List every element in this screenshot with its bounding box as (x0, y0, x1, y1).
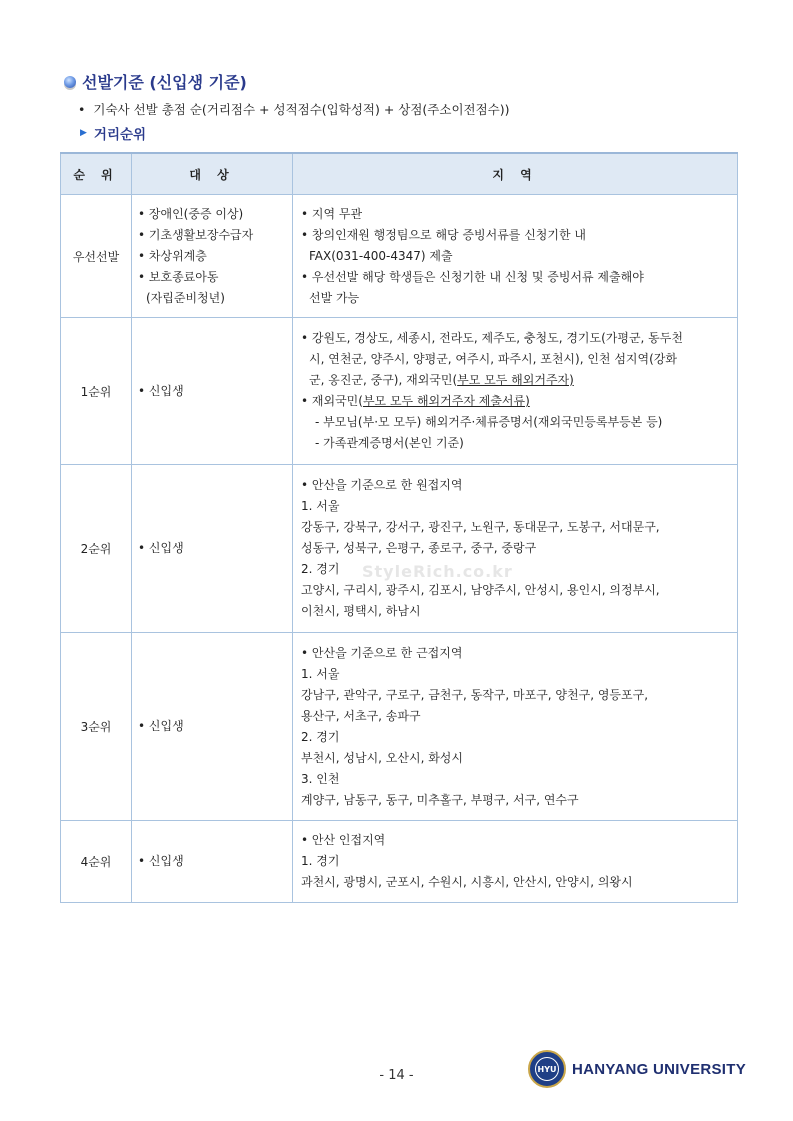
table-row (61, 195, 738, 318)
region-line (301, 370, 731, 391)
rank-cell: 우선선발 (61, 195, 132, 318)
region-cell (293, 318, 738, 465)
region-line: 과천시, 광명시, 군포시, 수원시, 시흥시, 안산시, 안양시, 의왕시 (301, 875, 633, 889)
rank-cell: 2순위 (61, 465, 132, 633)
region-line: • 안산을 기준으로 한 근접지역 (301, 645, 463, 660)
header-region: 지 역 (293, 153, 738, 195)
header-rank: 순 위 (61, 153, 132, 195)
region-line (301, 391, 731, 412)
region-line: FAX(031-400-4347) 제출 (309, 248, 453, 263)
region-cell (293, 195, 738, 318)
target-line: • 신입생 (138, 719, 184, 733)
underlined-text: 부모 모두 해외거주자) (457, 373, 574, 387)
subheading-text: 거리순위 (93, 127, 147, 143)
table-row (61, 465, 738, 633)
region-line: 이천시, 평택시, 하남시 (301, 604, 421, 618)
region-cell (293, 465, 738, 633)
table-row (61, 633, 738, 821)
target-line: • 보호종료아동 (138, 269, 219, 284)
region-line: 강남구, 관악구, 구로구, 금천구, 동작구, 마포구, 양천구, 영등포구, (301, 687, 649, 702)
table-row (61, 318, 738, 465)
region-line: 시, 연천군, 양주시, 양평군, 여주시, 파주시, 포천시), 인천 섬지역(강화 (309, 352, 677, 366)
region-line: 2. 경기 (301, 562, 340, 576)
watermark: StyleRich.co.kr (362, 562, 513, 581)
region-cell (293, 821, 738, 903)
region-line: - 부모님(부·모 모두) 해외거주·체류증명서(재외국민등록부등본 등) (315, 415, 663, 429)
distance-rank-table (60, 152, 738, 903)
region-line: • 지역 무관 (301, 206, 363, 221)
target-line: • 신입생 (138, 854, 184, 868)
region-line: • 우선선발 해당 학생들은 신청기한 내 신청 및 증빙서류 제출해야 (301, 269, 644, 284)
target-cell (132, 195, 293, 318)
region-line: 3. 인천 (301, 771, 340, 786)
target-cell (132, 465, 293, 633)
seal-text: HYU (535, 1057, 559, 1081)
region-line: 1. 서울 (301, 499, 340, 513)
underlined-text: 부모 모두 해외거주자 제출서류) (362, 394, 530, 408)
university-logo (528, 1050, 746, 1088)
region-line: 계양구, 남동구, 동구, 미추홀구, 부평구, 서구, 연수구 (301, 792, 579, 807)
region-line: 강동구, 강북구, 강서구, 광진구, 노원구, 동대문구, 도봉구, 서대문구, (301, 520, 660, 534)
region-cell (293, 633, 738, 821)
region-line: 1. 경기 (301, 854, 340, 868)
rank-cell: 4순위 (61, 821, 132, 903)
target-line: • 기초생활보장수급자 (138, 227, 254, 242)
section-heading-text: 선발기준 (신입생 기준) (82, 73, 247, 92)
heading-bullet-icon (64, 76, 76, 88)
selection-criteria-text: 기숙사 선발 총점 순(거리점수 + 성적점수(입학성적) + 상점(주소이전점수)) (93, 102, 510, 117)
target-line: • 차상위계층 (138, 248, 207, 263)
region-line: - 가족관계증명서(본인 기준) (315, 436, 464, 450)
region-line: 부천시, 성남시, 오산시, 화성시 (301, 750, 463, 765)
region-line: 1. 서울 (301, 666, 340, 681)
target-cell (132, 318, 293, 465)
page-number: - 14 - (379, 1068, 414, 1083)
region-line: • 안산 인접지역 (301, 833, 386, 847)
region-line: • 강원도, 경상도, 세종시, 전라도, 제주도, 충청도, 경기도(가평군, 동두천 (301, 331, 683, 345)
region-line: • 창의인재원 행정팀으로 해당 증빙서류를 신청기한 내 (301, 227, 586, 242)
target-line: (자립준비청년) (146, 290, 225, 305)
target-cell (132, 633, 293, 821)
region-line: 2. 경기 (301, 729, 340, 744)
target-line: • 장애인(중증 이상) (138, 206, 244, 221)
target-cell (132, 821, 293, 903)
triangle-bullet-icon: ▶ (80, 128, 87, 138)
university-seal-icon (528, 1050, 566, 1088)
rank-cell: 3순위 (61, 633, 132, 821)
region-text: • 재외국민( (301, 394, 363, 408)
region-line: • 안산을 기준으로 한 원접지역 (301, 478, 463, 492)
rank-cell: 1순위 (61, 318, 132, 465)
university-name: HANYANG UNIVERSITY (572, 1060, 747, 1078)
subheading (80, 123, 146, 143)
header-target: 대 상 (132, 153, 293, 195)
target-line: • 신입생 (138, 383, 184, 398)
region-text: 군, 옹진군, 중구), 재외국민( (309, 373, 458, 387)
region-line: 고양시, 구리시, 광주시, 김포시, 남양주시, 안성시, 용인시, 의정부시, (301, 583, 660, 597)
section-heading (64, 70, 247, 93)
table-row (61, 821, 738, 903)
target-line: • 신입생 (138, 541, 184, 555)
region-line: 용산구, 서초구, 송파구 (301, 708, 421, 723)
selection-criteria (78, 100, 510, 118)
table-header-row (61, 153, 738, 195)
region-line: 선발 가능 (309, 290, 360, 305)
bullet-icon: • (78, 102, 86, 117)
region-line: 성동구, 성북구, 은평구, 종로구, 중구, 중랑구 (301, 541, 537, 555)
